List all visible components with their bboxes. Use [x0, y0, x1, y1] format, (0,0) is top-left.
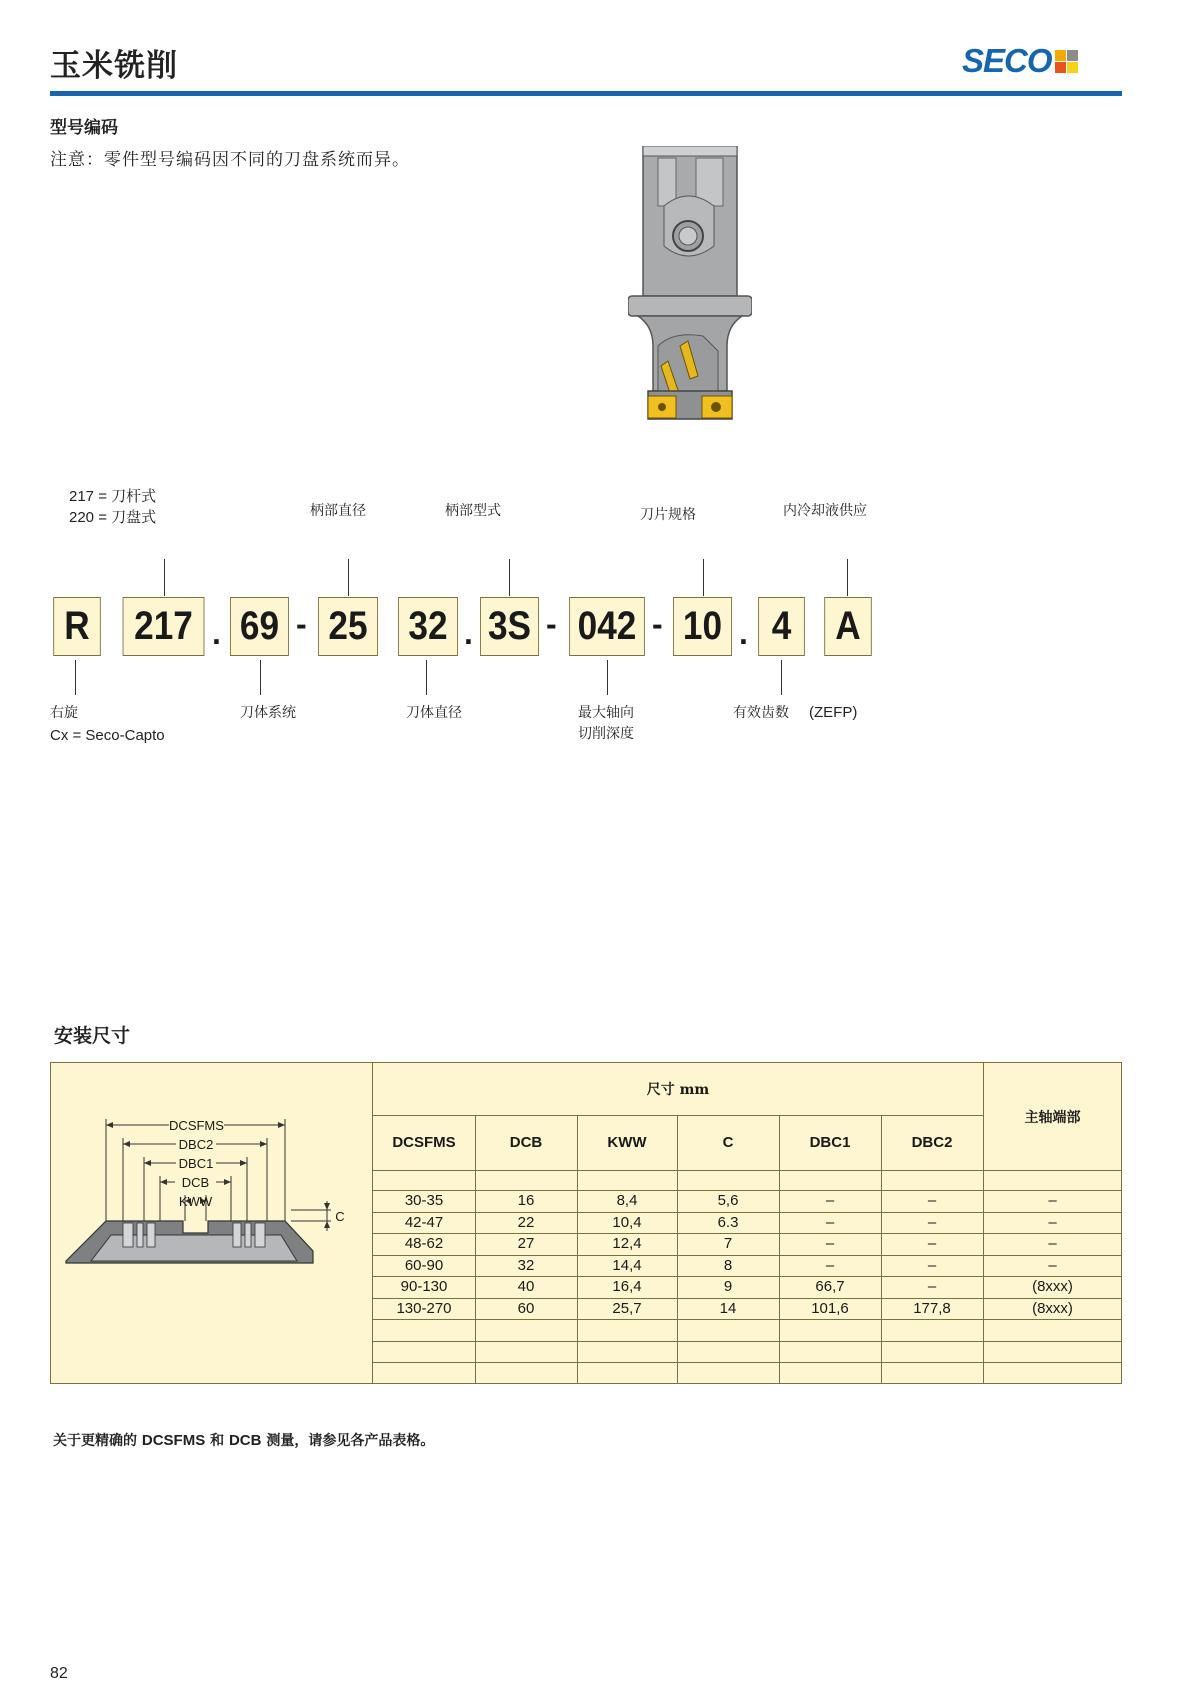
table-cell: 8,4 — [616, 1192, 638, 1210]
label-capto: Cx = Seco-Capto — [50, 727, 165, 744]
logo-squares-icon — [1055, 50, 1078, 73]
code-part-9: 4 — [758, 597, 805, 656]
table-header-rule — [373, 1170, 1122, 1171]
tick-bottom-body-system — [260, 660, 261, 695]
diagram-label-c: C — [335, 1208, 345, 1224]
table-col-header: DCB — [509, 1134, 543, 1151]
table-cell: – — [1048, 1256, 1057, 1274]
table-col-header: DCSFMS — [392, 1134, 456, 1151]
diagram-label-dcb: DCB — [181, 1174, 210, 1190]
table-cell: – — [927, 1192, 937, 1210]
table-cell: 9 — [723, 1278, 733, 1296]
code-part-7: 042 — [569, 597, 645, 656]
label-teeth-code-row — [809, 703, 857, 723]
table-cell: 14,4 — [612, 1256, 642, 1274]
table-cell: 90-130 — [400, 1278, 448, 1296]
table-col-header: KWW — [607, 1134, 647, 1151]
logo-text: SECO — [962, 42, 1052, 79]
diagram-label-dcsfms: DCSFMS — [169, 1117, 224, 1133]
table-cell: 12,4 — [612, 1235, 642, 1253]
table-cell: – — [927, 1278, 937, 1296]
code-separator-5: - — [652, 606, 663, 642]
table-cell: 14 — [719, 1299, 737, 1317]
table-cell: 27 — [517, 1235, 535, 1253]
table-cell: 32 — [517, 1256, 535, 1274]
table-cell: 40 — [517, 1278, 535, 1296]
table-col-header: DBC2 — [911, 1134, 953, 1151]
milling-cutter-image — [628, 146, 752, 432]
tick-bottom-max-depth — [607, 660, 608, 695]
label-coolant: 内冷却液供应 — [783, 503, 867, 519]
diagram-label-kww: KWW — [178, 1193, 213, 1209]
table-cell: 7 — [723, 1235, 733, 1253]
install-heading: 安装尺寸 — [54, 1025, 131, 1047]
tick-top-type — [164, 559, 165, 596]
coding-note: 注意：零件型号编码因不同的刀盘系统而异。 — [50, 150, 410, 170]
table-cell: – — [1048, 1213, 1057, 1231]
table-spindle-header: 主轴端部 — [1024, 1109, 1081, 1126]
table-cell: 30-35 — [404, 1192, 444, 1210]
coding-heading: 型号编码 — [50, 118, 118, 138]
table-col-header: DBC1 — [809, 1134, 851, 1151]
tick-top-shank-diameter — [348, 559, 349, 596]
table-cell: – — [927, 1256, 937, 1274]
table-group-header: 尺寸 mm — [646, 1082, 710, 1098]
code-part-1: R — [53, 597, 101, 656]
code-part-4: 25 — [318, 597, 378, 656]
label-capto-row — [50, 726, 165, 746]
code-part-2: 217 — [123, 597, 205, 656]
table-cell: – — [927, 1213, 937, 1231]
table-cell: – — [825, 1235, 835, 1253]
footnote-term-dcb: DCB — [228, 1432, 262, 1449]
code-separator-6: . — [739, 615, 748, 651]
code-separator-2: - — [296, 606, 307, 642]
code-part-3: 69 — [230, 597, 289, 656]
footnote-prefix: 关于更精确的 — [53, 1433, 137, 1449]
label-shank-type: 柄部型式 — [445, 503, 501, 519]
table-cell: (8xxx) — [1032, 1278, 1073, 1296]
label-shank-diameter: 柄部直径 — [310, 503, 366, 519]
table-cell: 10,4 — [612, 1213, 642, 1231]
code-separator-3: . — [464, 615, 473, 651]
table-cell: 8 — [723, 1256, 733, 1274]
table-cell: 48-62 — [404, 1235, 444, 1253]
tick-top-coolant — [847, 559, 848, 596]
footnote-middle: 和 — [210, 1433, 225, 1449]
mounting-diagram — [51, 1063, 373, 1383]
label-type-line1 — [69, 487, 156, 507]
tick-bottom-body-diameter — [426, 660, 427, 695]
table-cell: – — [825, 1192, 835, 1210]
table-cell: 22 — [517, 1213, 535, 1231]
code-part-6: 3S — [480, 597, 539, 656]
footnote-suffix: 测量，请参见各产品表格。 — [266, 1433, 435, 1449]
table-cell: 177,8 — [913, 1299, 951, 1317]
table-cell: 60 — [517, 1299, 535, 1317]
footnote-term-dcsfms: DCSFMS — [141, 1432, 206, 1449]
label-teeth-code: (ZEFP) — [809, 704, 858, 721]
label-max-depth-1: 最大轴向 — [578, 705, 634, 721]
code-separator-1: . — [212, 615, 221, 651]
label-type-2: 220 = 刀盘式 — [69, 509, 157, 526]
table-cell: 16 — [517, 1192, 535, 1210]
table-col-header: C — [722, 1134, 734, 1151]
table-cell: 25,7 — [612, 1299, 642, 1317]
table-cell: 101,6 — [811, 1299, 849, 1317]
label-hand: 右旋 — [50, 705, 78, 721]
diagram-label-dbc1: DBC1 — [178, 1155, 214, 1171]
table-cell: – — [1048, 1235, 1057, 1253]
label-teeth: 有效齿数 — [733, 705, 789, 721]
seco-logo — [962, 44, 1078, 78]
code-separator-4: - — [546, 606, 557, 642]
table-row-rule — [373, 1341, 1122, 1342]
table-cell: – — [1048, 1192, 1057, 1210]
tick-top-insert-size — [703, 559, 704, 596]
table-cell: 5,6 — [717, 1192, 739, 1210]
label-type-1: 217 = 刀杆式 — [69, 488, 157, 505]
mounting-diagram-svg — [51, 1063, 373, 1383]
table-cell: – — [927, 1235, 937, 1253]
label-type-line2 — [69, 508, 156, 528]
label-body-diameter: 刀体直径 — [406, 705, 462, 721]
table-cell: 6.3 — [717, 1213, 739, 1231]
page-number: 82 — [50, 1665, 68, 1682]
code-part-8: 10 — [673, 597, 732, 656]
page-title: 玉米铣削 — [50, 48, 178, 84]
code-part-10: A — [824, 597, 872, 656]
label-max-depth-2: 切削深度 — [578, 726, 634, 742]
table-cell: – — [825, 1256, 835, 1274]
table-cell: (8xxx) — [1032, 1299, 1073, 1317]
table-cell: 16,4 — [612, 1278, 642, 1296]
table-cell: 130-270 — [396, 1299, 452, 1317]
table-row-rule — [373, 1362, 1122, 1363]
table-row-rule — [373, 1319, 1122, 1320]
title-rule — [50, 91, 1122, 96]
footnote — [53, 1430, 434, 1450]
code-part-5: 32 — [398, 597, 458, 656]
table-cell: 60-90 — [404, 1256, 444, 1274]
diagram-label-dbc2: DBC2 — [178, 1136, 214, 1152]
tick-top-shank-type — [509, 559, 510, 596]
table-cell: 42-47 — [404, 1213, 444, 1231]
table-cell: 66,7 — [815, 1278, 845, 1296]
tick-bottom-hand — [75, 660, 76, 695]
tick-bottom-teeth — [781, 660, 782, 695]
label-insert-size: 刀片规格 — [640, 507, 696, 523]
install-panel — [50, 1062, 1122, 1384]
label-body-system: 刀体系统 — [240, 705, 296, 721]
table-cell: – — [825, 1213, 835, 1231]
